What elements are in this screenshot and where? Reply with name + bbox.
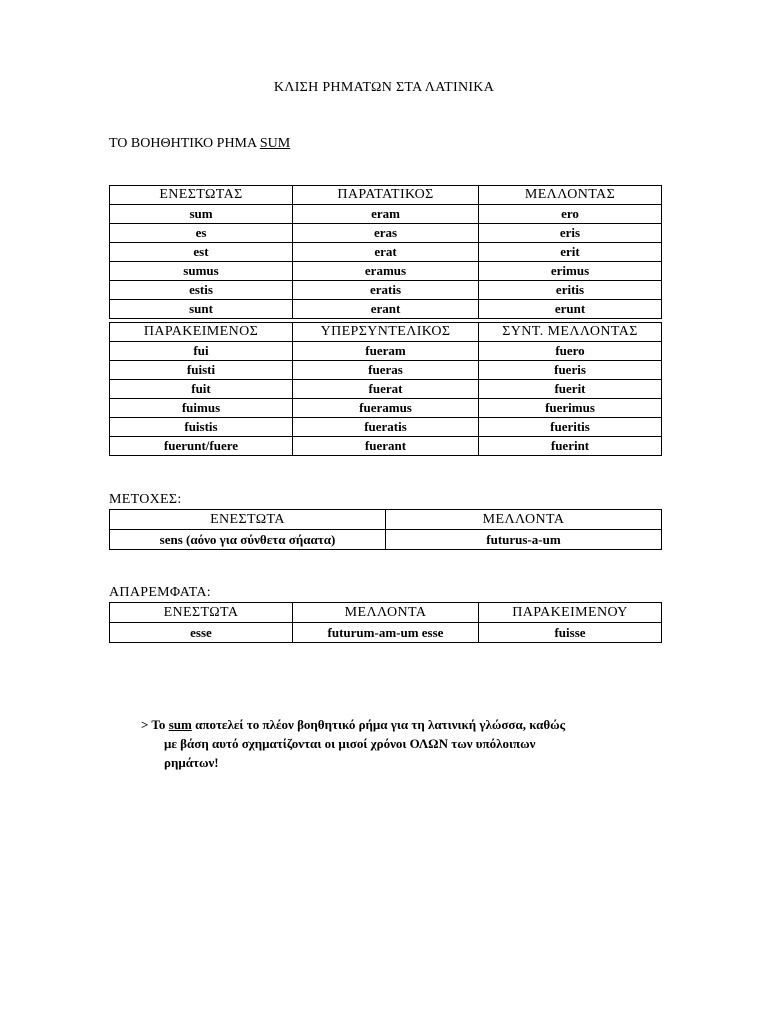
table-cell: futurum-am-um esse — [293, 623, 479, 643]
table-header-row — [110, 186, 662, 205]
note-text-pre: Το — [148, 717, 169, 732]
column-header: ΕΝΕΣΤΩΤΑ — [110, 510, 386, 530]
column-header: ΕΝΕΣΤΩΤΑΣ — [110, 186, 293, 205]
table-cell: fueris — [479, 361, 662, 380]
note-line-3: ρημάτων! — [164, 755, 219, 770]
table-cell: sumus — [110, 262, 293, 281]
table-cell: fueratis — [293, 418, 479, 437]
table-row — [110, 205, 662, 224]
table-cell: eratis — [293, 281, 479, 300]
note-line-2: με βάση αυτό σχηματίζονται οι μισοί χρόνοι ΟΛΩΝ των υπόλοιπων — [164, 736, 536, 751]
infinitives-table — [109, 602, 662, 643]
table-cell: eramus — [293, 262, 479, 281]
table-cell: fueram — [293, 342, 479, 361]
table-cell: fuerat — [293, 380, 479, 399]
table-cell: fueramus — [293, 399, 479, 418]
table-cell: eritis — [479, 281, 662, 300]
note-verb: sum — [168, 717, 192, 732]
table-row — [110, 418, 662, 437]
table-cell: fueras — [293, 361, 479, 380]
table-cell: fuero — [479, 342, 662, 361]
section-heading-auxiliary-verb — [109, 136, 290, 152]
table-cell: sens (αόνο για σύνθετα σήαατα) — [110, 530, 386, 550]
table-row — [110, 243, 662, 262]
column-header: ΜΕΛΛΟΝΤΑ — [293, 603, 479, 623]
table-cell: erimus — [479, 262, 662, 281]
column-header: ΕΝΕΣΤΩΤΑ — [110, 603, 293, 623]
table-cell: fuistis — [110, 418, 293, 437]
column-header: ΜΕΛΛΟΝΤΑ — [386, 510, 662, 530]
table-row — [110, 262, 662, 281]
table-cell: eram — [293, 205, 479, 224]
table-cell: sunt — [110, 300, 293, 319]
table-row — [110, 281, 662, 300]
table-cell: futurus-a-um — [386, 530, 662, 550]
table-cell: esse — [110, 623, 293, 643]
heading-prefix: ΤΟ ΒΟΗΘΗΤΙΚΟ ΡΗΜΑ — [109, 136, 260, 151]
column-header: ΠΑΡΑΚΕΙΜΕΝΟΣ — [110, 323, 293, 342]
table-cell: fuerit — [479, 380, 662, 399]
table-row — [110, 361, 662, 380]
table-row — [110, 623, 662, 643]
column-header: ΠΑΡΑΚΕΙΜΕΝΟΥ — [479, 603, 662, 623]
column-header: ΜΕΛΛΟΝΤΑΣ — [479, 186, 662, 205]
participles-table — [109, 509, 662, 550]
table-cell: fuisse — [479, 623, 662, 643]
note-line-1 — [141, 715, 671, 734]
column-header: ΣΥΝΤ. ΜΕΛΛΟΝΤΑΣ — [479, 323, 662, 342]
table-row — [110, 437, 662, 456]
table-cell: fui — [110, 342, 293, 361]
table-cell: es — [110, 224, 293, 243]
table-cell: ero — [479, 205, 662, 224]
table-cell: sum — [110, 205, 293, 224]
table-header-row — [110, 323, 662, 342]
explanatory-note — [141, 715, 671, 772]
table-row — [110, 342, 662, 361]
table-cell: fuerint — [479, 437, 662, 456]
table-cell: erat — [293, 243, 479, 262]
page-title: ΚΛΙΣΗ ΡΗΜΑΤΩΝ ΣΤΑ ΛΑΤΙΝΙΚΑ — [273, 80, 495, 95]
table-cell: fueritis — [479, 418, 662, 437]
participles-label: ΜΕΤΟΧΕΣ: — [109, 492, 182, 507]
table-cell: eras — [293, 224, 479, 243]
table-row — [110, 380, 662, 399]
table-cell: fuerant — [293, 437, 479, 456]
note-bullet: > — [141, 717, 149, 732]
tenses-table-perfect-pluperfect-future-perfect — [109, 322, 662, 456]
table-cell: erunt — [479, 300, 662, 319]
table-row — [110, 399, 662, 418]
table-cell: fuerunt/fuere — [110, 437, 293, 456]
table-cell: estis — [110, 281, 293, 300]
table-row — [110, 224, 662, 243]
column-header: ΥΠΕΡΣΥΝΤΕΛΙΚΟΣ — [293, 323, 479, 342]
table-cell: fuisti — [110, 361, 293, 380]
table-cell: est — [110, 243, 293, 262]
table-row — [110, 530, 662, 550]
table-row — [110, 300, 662, 319]
table-cell: fuit — [110, 380, 293, 399]
heading-verb: SUM — [259, 136, 291, 151]
table-cell: eris — [479, 224, 662, 243]
table-cell: fuimus — [110, 399, 293, 418]
table-cell: erit — [479, 243, 662, 262]
infinitives-label: ΑΠΑΡΕΜΦΑΤΑ: — [109, 585, 211, 600]
note-text-line1: αποτελεί το πλέον βοηθητικό ρήμα για τη λατινική γλώσσα, καθώς — [191, 717, 566, 732]
table-cell: fuerimus — [479, 399, 662, 418]
column-header: ΠΑΡΑΤΑΤΙΚΟΣ — [293, 186, 479, 205]
table-header-row — [110, 603, 662, 623]
tenses-table-present-imperfect-future — [109, 185, 662, 319]
table-cell: erant — [293, 300, 479, 319]
table-header-row — [110, 510, 662, 530]
